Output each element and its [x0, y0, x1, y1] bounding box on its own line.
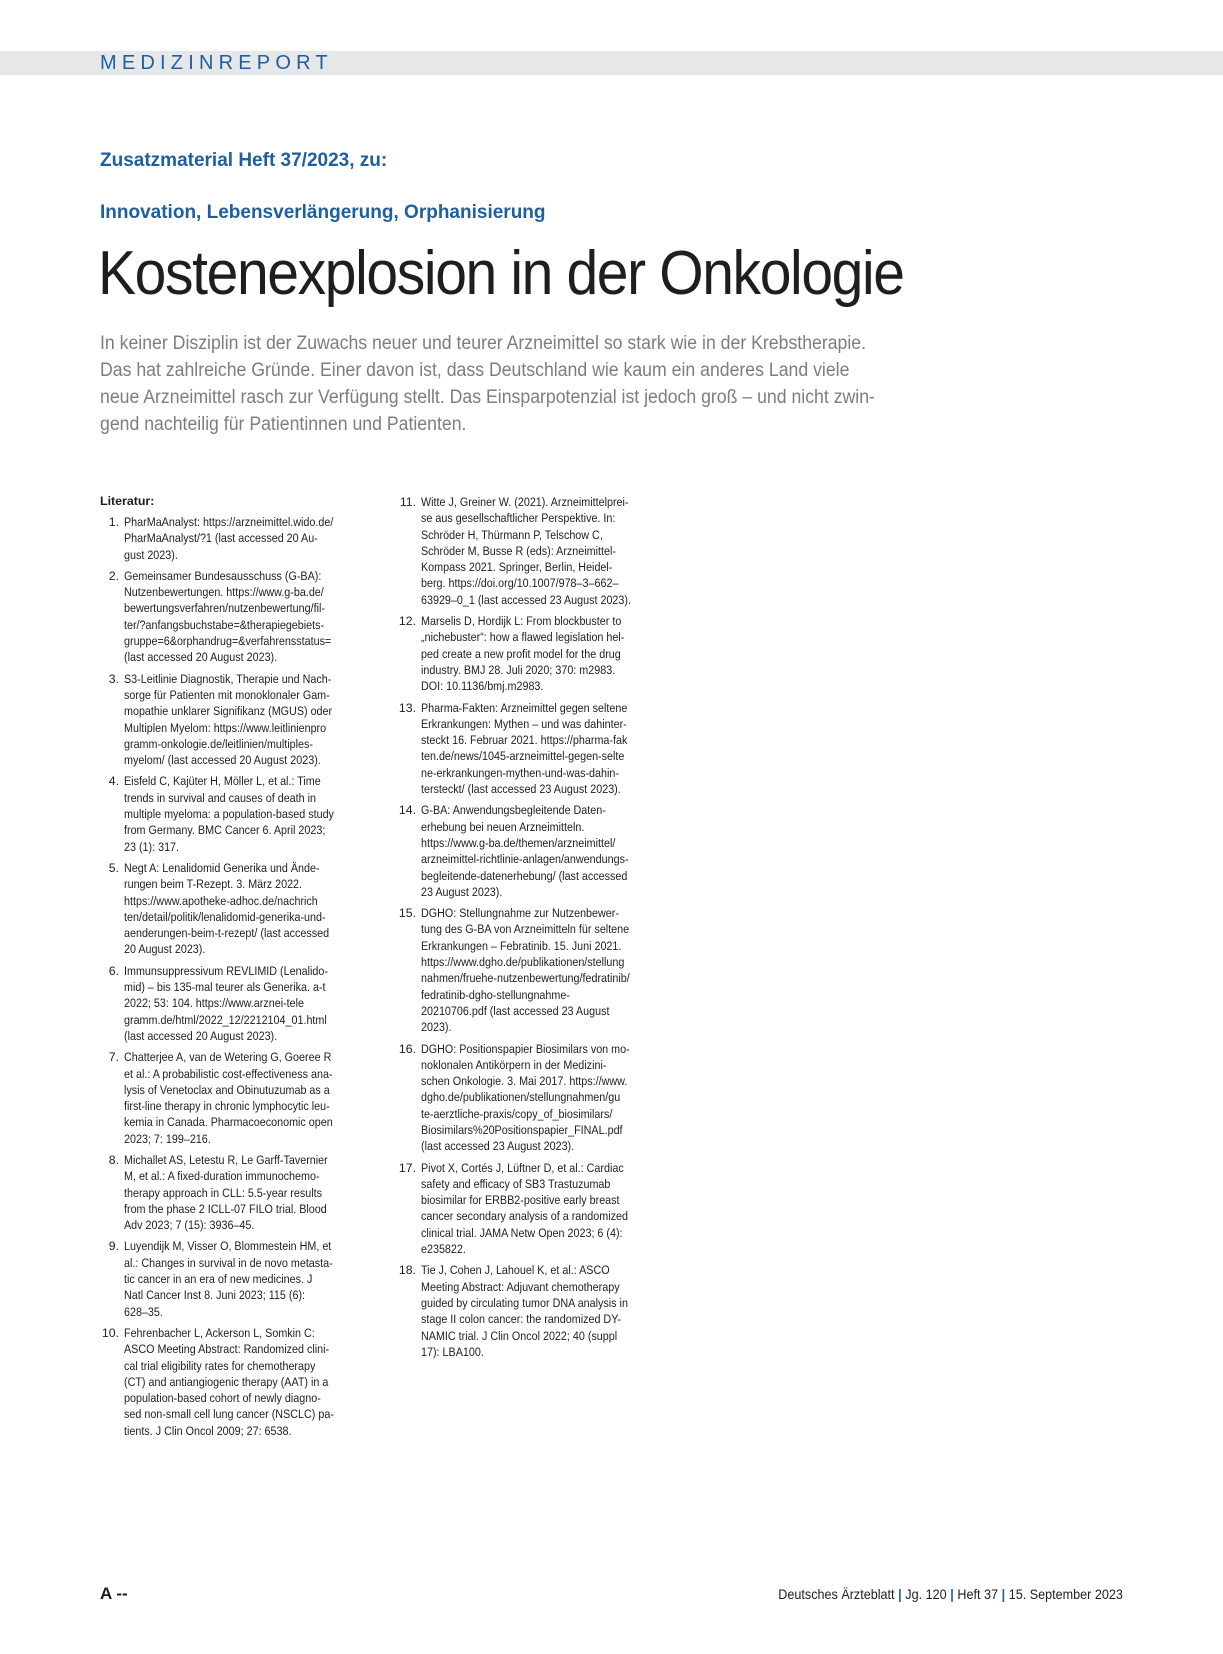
reference-text-line: Natl Cancer Inst 8. Juni 2023; 115 (6): [124, 1288, 306, 1303]
reference-text-line: DGHO: Positionspapier Biosimilars von mo- [421, 1041, 630, 1056]
reference-text-line: 17): LBA100. [421, 1344, 484, 1359]
reference-text-line: mopathie unklarer Signifikanz (MGUS) oder [124, 704, 333, 719]
reference-number: 2. [108, 568, 119, 583]
article-title: Kostenexplosion in der Onkologie [98, 239, 904, 308]
reference-text-line: gramm-onkologie.de/leitlinien/multiples- [124, 736, 313, 751]
reference-text-line: population-based cohort of newly diagno- [124, 1391, 321, 1406]
reference-text-line: schen Onkologie. 3. Mai 2017. https://www. [421, 1074, 628, 1089]
reference-text-line: Fehrenbacher L, Ackerson L, Somkin C: [124, 1325, 315, 1340]
article-overline: Innovation, Lebensverlängerung, Orphanisierung [100, 202, 546, 223]
footer-volume: Jg. 120 [905, 1586, 947, 1602]
reference-text-line: (last accessed 20 August 2023). [124, 1028, 278, 1043]
reference-text-line: e235822. [421, 1242, 466, 1257]
reference-text-line: Pivot X, Cortés J, Lüftner D, et al.: Cardiac [421, 1160, 624, 1175]
section-label: MEDIZINREPORT [100, 52, 333, 74]
reference-number: 11. [399, 495, 416, 509]
reference-text-line: (CT) and antiangiogenic therapy (AAT) in a [124, 1374, 329, 1389]
reference-text-line: 628–35. [124, 1304, 163, 1319]
reference-text-line: Multiplen Myelom: https://www.leitlinienpro [124, 720, 327, 735]
reference-text-line: Eisfeld C, Kajüter H, Möller L, et al.: Time [124, 774, 321, 789]
reference-text-line: Pharma-Fakten: Arzneimittel gegen seltene [421, 700, 628, 715]
reference-number: 1. [108, 515, 119, 529]
reference-item [100, 1049, 380, 1147]
reference-number: 7. [108, 1050, 119, 1065]
reference-number: 6. [108, 963, 119, 978]
reference-text-line: Chatterjee A, van de Wetering G, Goeree R [124, 1050, 332, 1065]
reference-item [100, 1325, 380, 1439]
reference-text-line: M, et al.: A fixed-duration immunochemo- [124, 1169, 320, 1184]
reference-number: 3. [108, 671, 119, 686]
reference-item [397, 1041, 677, 1155]
reference-text-line: „nichebuster“: how a flawed legislation hel- [421, 630, 625, 645]
lead-line: neue Arzneimittel rasch zur Verfügung stellt. Das Einsparpotenzial ist jedoch groß – und nicht zwin- [100, 387, 875, 408]
reference-text-line: (last accessed 20 August 2023). [124, 650, 278, 665]
reference-text-line: te-aerztliche-praxis/copy_of_biosimilars/ [421, 1106, 613, 1121]
footer-date: 15. September 2023 [1008, 1586, 1123, 1602]
reference-text-line: stage II colon cancer: the randomized DY- [421, 1312, 621, 1327]
reference-text-line: NAMIC trial. J Clin Oncol 2022; 40 (suppl [421, 1328, 618, 1343]
reference-text-line: arzneimittel-richtlinie-anlagen/anwendungs- [421, 852, 629, 867]
reference-text-line: ped create a new profit model for the drug [421, 646, 621, 661]
reference-item [397, 700, 677, 798]
reference-text-line: first-line therapy in chronic lymphocytic leu- [124, 1099, 330, 1114]
reference-number: 18. [398, 1263, 416, 1278]
reference-item [397, 905, 677, 1035]
reference-text-line: tients. J Clin Oncol 2009; 27: 6538. [124, 1423, 292, 1438]
reference-text-line: Tie J, Cohen J, Lahouel K, et al.: ASCO [421, 1263, 610, 1278]
reference-text-line: mid) – bis 135-mal teurer als Generika. a-t [124, 980, 326, 995]
reference-text-line: https://www.dgho.de/publikationen/stellung [421, 955, 625, 970]
reference-item [100, 963, 380, 1044]
reference-text-line: from Germany. BMC Cancer 6. April 2023; [124, 823, 326, 838]
reference-text-line: clinical trial. JAMA Netw Open 2023; 6 (4): [421, 1225, 623, 1240]
reference-text-line: Adv 2023; 7 (15): 3936–45. [124, 1218, 255, 1233]
reference-item [100, 1152, 380, 1233]
reference-text-line: ten/detail/politik/lenalidomid-generika-und- [124, 909, 326, 924]
reference-text-line: Immunsuppressivum REVLIMID (Lenalido- [124, 963, 328, 978]
reference-text-line: aenderungen-beim-t-rezept/ (last accessed [124, 926, 330, 941]
reference-number: 17. [398, 1160, 416, 1175]
reference-item [100, 568, 380, 666]
footer-separator: | [898, 1586, 902, 1602]
reference-text-line: G-BA: Anwendungsbegleitende Daten- [421, 803, 606, 818]
journal-footer [778, 1586, 1123, 1602]
references-heading: Literatur: [100, 494, 155, 508]
reference-text-line: se aus gesellschaftlicher Perspektive. In: [421, 511, 616, 526]
reference-text-line: erhebung bei neuen Arzneimitteln. [421, 819, 585, 834]
reference-text-line: fedratinib-dgho-stellungnahme- [421, 987, 570, 1002]
reference-text-line: steckt 16. Februar 2021. https://pharma-fak [421, 733, 628, 748]
reference-text-line: Luyendijk M, Visser O, Blommestein HM, et [124, 1239, 332, 1254]
reference-number: 16. [398, 1041, 416, 1056]
reference-text-line: sorge für Patienten mit monoklonaler Gam- [124, 687, 330, 702]
reference-text-line: https://www.g-ba.de/themen/arzneimittel/ [421, 835, 616, 850]
reference-text-line: noklonalen Antikörpern in der Medizini- [421, 1057, 607, 1072]
reference-text-line: et al.: A probabilistic cost-effectiveness ana- [124, 1066, 333, 1081]
reference-text-line: DOI: 10.1136/bmj.m2983. [421, 679, 544, 694]
reference-item [100, 1238, 380, 1319]
reference-text-line: therapy approach in CLL: 5.5-year results [124, 1185, 322, 1200]
reference-text-line: Nutzenbewertungen. https://www.g-ba.de/ [124, 585, 324, 600]
reference-text-line: Negt A: Lenalidomid Generika und Ände- [124, 860, 320, 875]
reference-text-line: S3-Leitlinie Diagnostik, Therapie und Nach- [124, 671, 332, 686]
article-lead [100, 330, 933, 438]
reference-number: 10. [101, 1325, 119, 1340]
reference-text-line: nahmen/fruehe-nutzenbewertung/fedratinib/ [421, 971, 630, 986]
reference-number: 4. [108, 774, 119, 789]
reference-number: 14. [398, 803, 416, 818]
reference-text-line: berg. https://doi.org/10.1007/978–3–662– [421, 576, 619, 591]
reference-text-line: safety and efficacy of SB3 Trastuzumab [421, 1176, 611, 1191]
reference-text-line: 20210706.pdf (last accessed 23 August [421, 1003, 610, 1018]
reference-number: 8. [108, 1152, 119, 1167]
reference-text-line: al.: Changes in survival in de novo metasta- [124, 1255, 333, 1270]
reference-text-line: Erkrankungen: Mythen – und was dahinter- [421, 716, 627, 731]
footer-separator: | [1001, 1586, 1006, 1602]
reference-text-line: tic cancer in an era of new medicines. J [124, 1272, 313, 1287]
reference-text-line: bewertungsverfahren/nutzenbewertung/fil- [124, 601, 325, 616]
reference-item [100, 773, 380, 854]
reference-text-line: 20 August 2023). [124, 942, 206, 957]
reference-text-line: Marselis D, Hordijk L: From blockbuster to [421, 614, 622, 629]
reference-item [397, 494, 677, 608]
reference-item [397, 802, 677, 900]
reference-text-line: 2023). [421, 1020, 452, 1035]
page-number: A -- [100, 1584, 128, 1603]
reference-text-line: PharMaAnalyst: https://arzneimittel.wido.de/ [124, 515, 334, 529]
references-column-1 [100, 514, 380, 1444]
reference-number: 15. [398, 906, 416, 921]
reference-text-line: Meeting Abstract: Adjuvant chemotherapy [421, 1279, 620, 1294]
reference-text-line: 63929–0_1 (last accessed 23 August 2023). [421, 592, 631, 607]
footer-issue: Heft 37 [957, 1586, 999, 1602]
reference-text-line: sed non-small cell lung cancer (NSCLC) pa- [124, 1407, 334, 1422]
reference-text-line: 23 August 2023). [421, 884, 503, 899]
reference-text-line: Gemeinsamer Bundesausschuss (G-BA): [124, 568, 322, 583]
reference-item [397, 613, 677, 694]
reference-text-line: from the phase 2 ICLL-07 FILO trial. Blood [124, 1201, 327, 1216]
reference-text-line: dgho.de/publikationen/stellungnahmen/gu [421, 1090, 621, 1105]
reference-text-line: (last accessed 23 August 2023). [421, 1139, 575, 1154]
reference-text-line: industry. BMJ 28. Juli 2020; 370: m2983. [421, 662, 616, 677]
lead-line: In keiner Disziplin ist der Zuwachs neuer und teurer Arzneimittel so stark wie in der Krebstherapie. [100, 333, 867, 354]
reference-text-line: cancer secondary analysis of a randomized [421, 1209, 628, 1224]
reference-text-line: 23 (1): 317. [124, 839, 180, 854]
reference-text-line: cal trial eligibility rates for chemotherapy [124, 1358, 316, 1373]
reference-text-line: ten.de/news/1045-arzneimittel-gegen-selte [421, 749, 625, 764]
reference-item [397, 1262, 677, 1360]
reference-item [100, 860, 380, 958]
reference-text-line: guided by circulating tumor DNA analysis in [421, 1295, 628, 1310]
reference-number: 13. [398, 700, 416, 715]
reference-text-line: tersteckt/ (last accessed 23 August 2023). [421, 782, 621, 797]
reference-text-line: lysis of Venetoclax and Obinutuzumab as a [124, 1082, 330, 1097]
reference-text-line: Kompass 2021. Springer, Berlin, Heidel- [421, 560, 613, 575]
references-column-2 [397, 494, 677, 1365]
reference-text-line: Witte J, Greiner W. (2021). Arzneimittelprei- [421, 495, 629, 509]
reference-text-line: Erkrankungen – Febratinib. 15. Juni 2021. [421, 938, 622, 953]
footer-journal: Deutsches Ärzteblatt [778, 1586, 895, 1602]
reference-number: 9. [108, 1239, 119, 1254]
reference-number: 5. [108, 860, 119, 875]
supplement-line: Zusatzmaterial Heft 37/2023, zu: [100, 150, 388, 171]
reference-text-line: Biosimilars%20Positionspapier_FINAL.pdf [421, 1122, 623, 1137]
reference-number: 12. [398, 614, 416, 629]
reference-text-line: gust 2023). [124, 547, 178, 562]
reference-text-line: gramm.de/html/2022_12/2212104_01.html [124, 1012, 327, 1027]
reference-text-line: 2023; 7: 199–216. [124, 1131, 211, 1146]
reference-text-line: 2022; 53: 104. https://www.arznei-tele [124, 996, 305, 1011]
footer-separator: | [950, 1586, 954, 1602]
reference-text-line: https://www.apotheke-adhoc.de/nachrich [124, 893, 318, 908]
reference-text-line: DGHO: Stellungnahme zur Nutzenbewer- [421, 906, 619, 921]
reference-text-line: ne-erkrankungen-mythen-und-was-dahin- [421, 765, 619, 780]
reference-text-line: gruppe=6&orphandrug=&verfahrensstatus= [124, 634, 332, 649]
reference-text-line: Schröder M, Busse R (eds): Arzneimittel- [421, 543, 616, 558]
lead-line: Das hat zahlreiche Gründe. Einer davon ist, dass Deutschland wie kaum ein anderes Land viele [100, 360, 850, 381]
reference-text-line: biosimilar for ERBB2-positive early breast [421, 1193, 620, 1208]
reference-text-line: rungen beim T-Rezept. 3. März 2022. [124, 877, 303, 892]
reference-text-line: tung des G-BA von Arzneimitteln für seltene [421, 922, 630, 937]
reference-text-line: Schröder H, Thürmann P, Telschow C, [421, 527, 603, 542]
reference-text-line: ter/?anfangsbuchstabe=&therapiegebiets- [124, 617, 325, 632]
reference-text-line: kemia in Canada. Pharmacoeconomic open [124, 1115, 333, 1130]
reference-text-line: ASCO Meeting Abstract: Randomized clini- [124, 1342, 330, 1357]
lead-line: gend nachteilig für Patientinnen und Patienten. [100, 414, 467, 435]
reference-text-line: multiple myeloma: a population-based study [124, 807, 334, 822]
reference-item [100, 671, 380, 769]
reference-text-line: Michallet AS, Letestu R, Le Garff-Tavernier [124, 1152, 328, 1167]
reference-text-line: myelom/ (last accessed 20 August 2023). [124, 753, 321, 768]
reference-item [397, 1160, 677, 1258]
reference-text-line: begleitende-datenerhebung/ (last accessed [421, 868, 628, 883]
reference-item [100, 514, 380, 563]
reference-text-line: trends in survival and causes of death in [124, 790, 317, 805]
reference-text-line: PharMaAnalyst/?1 (last accessed 20 Au- [124, 531, 318, 546]
